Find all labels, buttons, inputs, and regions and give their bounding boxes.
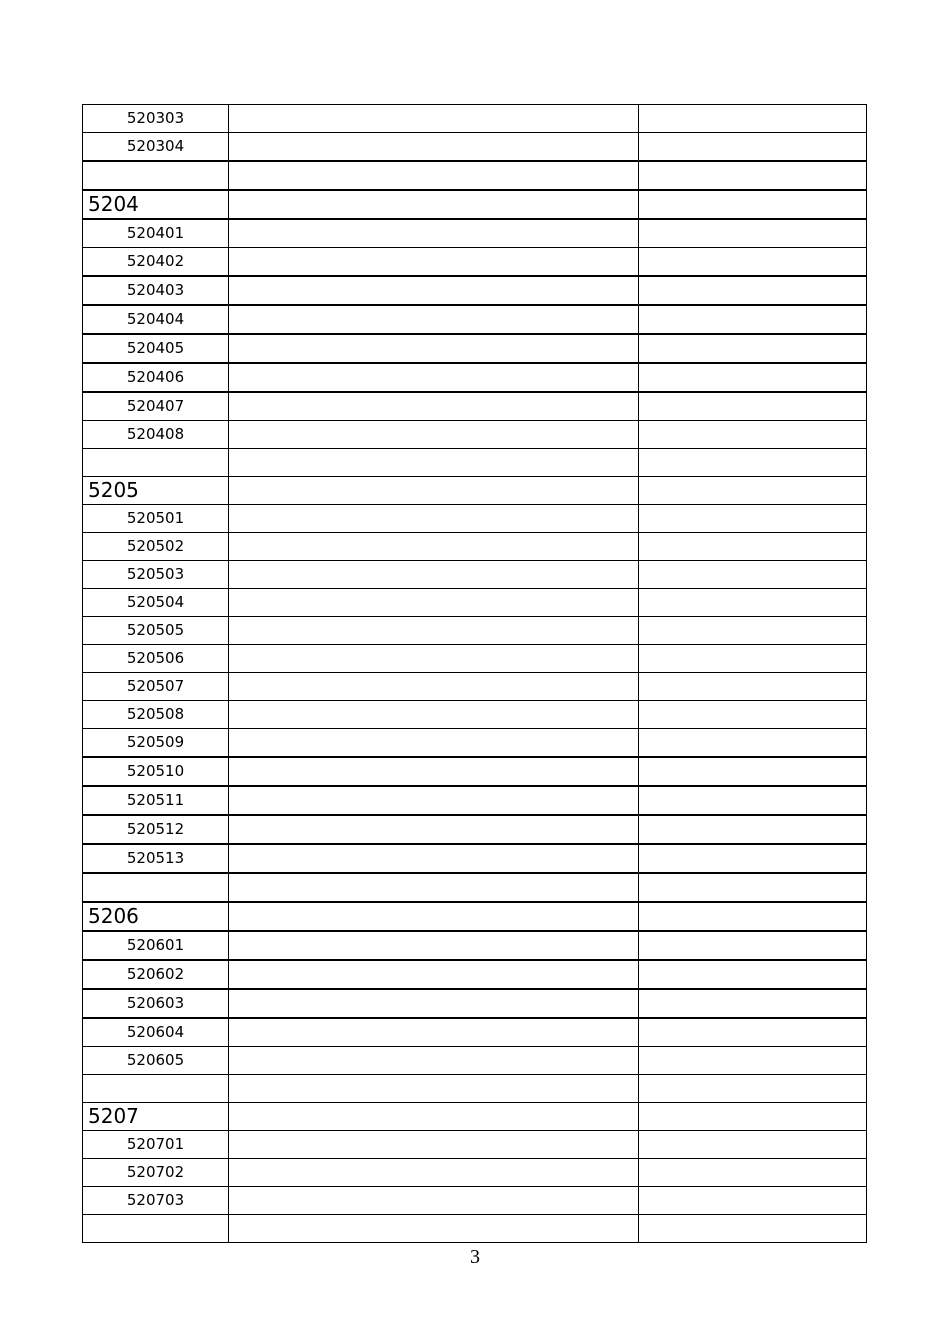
code-cell: 520403 <box>83 276 229 305</box>
value-cell <box>639 190 867 219</box>
table-row <box>83 1215 867 1243</box>
value-cell <box>639 701 867 729</box>
value-cell <box>639 449 867 477</box>
table-row <box>83 1018 867 1047</box>
code-cell: 520601 <box>83 931 229 960</box>
value-cell <box>639 363 867 392</box>
description-cell <box>229 1018 639 1047</box>
code-cell <box>83 1215 229 1243</box>
value-cell <box>639 673 867 701</box>
table-row <box>83 931 867 960</box>
code-cell: 520505 <box>83 617 229 645</box>
code-cell: 520603 <box>83 989 229 1018</box>
code-cell: 520605 <box>83 1047 229 1075</box>
table-row <box>83 701 867 729</box>
code-cell: 520508 <box>83 701 229 729</box>
code-cell: 520407 <box>83 392 229 421</box>
description-cell <box>229 305 639 334</box>
description-cell <box>229 477 639 505</box>
table-body <box>83 105 867 1243</box>
code-cell <box>83 873 229 902</box>
value-cell <box>639 757 867 786</box>
code-cell: 520507 <box>83 673 229 701</box>
table-row <box>83 617 867 645</box>
description-cell <box>229 701 639 729</box>
table-row <box>83 673 867 701</box>
code-table <box>82 104 866 1243</box>
value-cell <box>639 505 867 533</box>
value-cell <box>639 105 867 133</box>
code-cell: 520405 <box>83 334 229 363</box>
code-cell: 520406 <box>83 363 229 392</box>
description-cell <box>229 873 639 902</box>
value-cell <box>639 133 867 162</box>
description-cell <box>229 248 639 277</box>
code-cell: 520702 <box>83 1159 229 1187</box>
description-cell <box>229 729 639 758</box>
value-cell <box>639 1075 867 1103</box>
description-cell <box>229 645 639 673</box>
code-cell: 520602 <box>83 960 229 989</box>
description-cell <box>229 815 639 844</box>
description-cell <box>229 561 639 589</box>
code-cell <box>83 1075 229 1103</box>
description-cell <box>229 1187 639 1215</box>
description-cell <box>229 589 639 617</box>
group-code-cell: 5204 <box>83 190 229 219</box>
value-cell <box>639 1159 867 1187</box>
table-row <box>83 248 867 277</box>
description-cell <box>229 276 639 305</box>
value-cell <box>639 276 867 305</box>
code-cell: 520512 <box>83 815 229 844</box>
value-cell <box>639 533 867 561</box>
description-cell <box>229 1103 639 1131</box>
value-cell <box>639 1103 867 1131</box>
value-cell <box>639 844 867 873</box>
code-cell: 520402 <box>83 248 229 277</box>
page-number: 3 <box>470 1246 480 1268</box>
group-row <box>83 1103 867 1131</box>
table-row <box>83 219 867 248</box>
description-cell <box>229 133 639 162</box>
value-cell <box>639 729 867 758</box>
code-cell <box>83 161 229 190</box>
table-row <box>83 161 867 190</box>
code-cell: 520701 <box>83 1131 229 1159</box>
value-cell <box>639 334 867 363</box>
table-row <box>83 533 867 561</box>
description-cell <box>229 363 639 392</box>
table-row <box>83 133 867 162</box>
code-cell: 520401 <box>83 219 229 248</box>
description-cell <box>229 786 639 815</box>
table-row <box>83 729 867 758</box>
description-cell <box>229 161 639 190</box>
description-cell <box>229 757 639 786</box>
description-cell <box>229 673 639 701</box>
description-cell <box>229 617 639 645</box>
code-cell: 520509 <box>83 729 229 758</box>
table-row <box>83 989 867 1018</box>
description-cell <box>229 960 639 989</box>
code-cell: 520304 <box>83 133 229 162</box>
value-cell <box>639 902 867 931</box>
value-cell <box>639 873 867 902</box>
code-cell: 520501 <box>83 505 229 533</box>
value-cell <box>639 1018 867 1047</box>
table-row <box>83 105 867 133</box>
table-row <box>83 757 867 786</box>
code-cell: 520504 <box>83 589 229 617</box>
description-cell <box>229 449 639 477</box>
value-cell <box>639 305 867 334</box>
value-cell <box>639 989 867 1018</box>
group-row <box>83 477 867 505</box>
group-code-cell: 5205 <box>83 477 229 505</box>
table-row <box>83 1075 867 1103</box>
table-row <box>83 589 867 617</box>
description-cell <box>229 1075 639 1103</box>
value-cell <box>639 1215 867 1243</box>
code-cell: 520502 <box>83 533 229 561</box>
value-cell <box>639 1187 867 1215</box>
table-row <box>83 786 867 815</box>
code-cell: 520408 <box>83 421 229 449</box>
table-row <box>83 276 867 305</box>
description-cell <box>229 1159 639 1187</box>
code-cell: 520513 <box>83 844 229 873</box>
table-row <box>83 960 867 989</box>
description-cell <box>229 989 639 1018</box>
description-cell <box>229 392 639 421</box>
description-cell <box>229 844 639 873</box>
description-cell <box>229 533 639 561</box>
description-cell <box>229 190 639 219</box>
code-cell <box>83 449 229 477</box>
description-cell <box>229 334 639 363</box>
value-cell <box>639 161 867 190</box>
table-row <box>83 421 867 449</box>
value-cell <box>639 1047 867 1075</box>
table-row <box>83 392 867 421</box>
group-code-cell: 5206 <box>83 902 229 931</box>
code-cell: 520703 <box>83 1187 229 1215</box>
value-cell <box>639 421 867 449</box>
code-cell: 520510 <box>83 757 229 786</box>
code-cell: 520506 <box>83 645 229 673</box>
table-row <box>83 363 867 392</box>
table-row <box>83 561 867 589</box>
description-cell <box>229 902 639 931</box>
description-cell <box>229 1131 639 1159</box>
value-cell <box>639 561 867 589</box>
value-cell <box>639 589 867 617</box>
value-cell <box>639 248 867 277</box>
code-cell: 520404 <box>83 305 229 334</box>
code-cell: 520511 <box>83 786 229 815</box>
description-cell <box>229 421 639 449</box>
table-row <box>83 645 867 673</box>
table-row <box>83 815 867 844</box>
table-row <box>83 1131 867 1159</box>
table-row <box>83 449 867 477</box>
table-row <box>83 1047 867 1075</box>
description-cell <box>229 1047 639 1075</box>
group-row <box>83 190 867 219</box>
table-row <box>83 505 867 533</box>
table-row <box>83 334 867 363</box>
value-cell <box>639 477 867 505</box>
table-row <box>83 1159 867 1187</box>
description-cell <box>229 219 639 248</box>
table-row <box>83 844 867 873</box>
group-row <box>83 902 867 931</box>
code-cell: 520303 <box>83 105 229 133</box>
code-cell: 520604 <box>83 1018 229 1047</box>
value-cell <box>639 815 867 844</box>
table-row <box>83 873 867 902</box>
value-cell <box>639 960 867 989</box>
value-cell <box>639 617 867 645</box>
value-cell <box>639 645 867 673</box>
description-cell <box>229 931 639 960</box>
description-cell <box>229 505 639 533</box>
value-cell <box>639 392 867 421</box>
description-cell <box>229 1215 639 1243</box>
table-row <box>83 305 867 334</box>
group-code-cell: 5207 <box>83 1103 229 1131</box>
value-cell <box>639 786 867 815</box>
code-cell: 520503 <box>83 561 229 589</box>
value-cell <box>639 931 867 960</box>
value-cell <box>639 1131 867 1159</box>
description-cell <box>229 105 639 133</box>
value-cell <box>639 219 867 248</box>
table-row <box>83 1187 867 1215</box>
